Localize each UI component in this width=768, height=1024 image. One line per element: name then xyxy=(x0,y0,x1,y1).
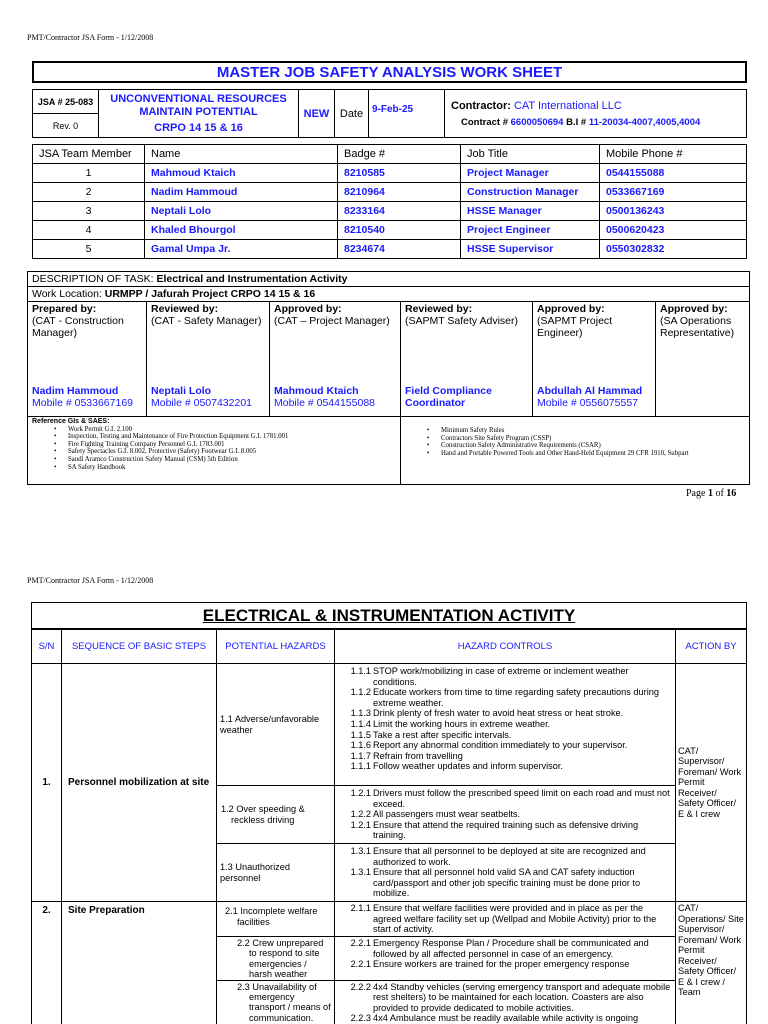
page-of: of xyxy=(715,488,724,499)
col-job-title: Job Title xyxy=(461,145,600,164)
signoff-name: Field Compliance xyxy=(405,385,492,397)
control-text: Ensure that all personnel hold valid SA and CAT safety induction card/passport and other job specific training must be done prior to mobilize. xyxy=(373,867,641,899)
control-text: 4x4 Ambulance must be readily available while activity is ongoing xyxy=(373,1013,639,1024)
col-name: Name xyxy=(145,145,338,164)
list-item: • SA Safety Handbook xyxy=(32,464,396,472)
control-num: 1.1.2 xyxy=(350,687,371,698)
control-num: 2.2.1 xyxy=(350,938,371,948)
col-controls: HAZARD CONTROLS xyxy=(335,630,676,664)
signoff-reviewed-cat xyxy=(147,302,270,417)
contractor-line xyxy=(451,100,746,112)
table-row xyxy=(32,902,747,937)
hazard-label: 2.3 Unavailability of emergency transport / means of communication. xyxy=(217,980,335,1024)
control-item xyxy=(337,751,673,762)
signoff-org: (SA Operations Representative) xyxy=(660,315,735,339)
project-line-3: CRPO 14 15 & 16 xyxy=(154,121,243,134)
signoff-role: Approved by: xyxy=(274,303,342,315)
signoff-org: (SAPMT Project Engineer) xyxy=(537,315,613,339)
team-badge: 8210540 xyxy=(338,221,461,240)
control-item xyxy=(337,1013,673,1024)
hazard-controls xyxy=(335,980,676,1024)
loc-label: Work Location: xyxy=(32,288,102,300)
col-badge: Badge # xyxy=(338,145,461,164)
control-num: 2.2.3 xyxy=(350,1013,371,1024)
hazard-controls xyxy=(335,937,676,981)
form-header-page2: PMT/Contractor JSA Form - 1/12/2008 xyxy=(27,576,154,585)
list-item: • Fire Fighting Training Company Personnel G.I. 1783.001 xyxy=(32,441,396,449)
list-item: • Contractors Site Safety Program (CSSP) xyxy=(405,435,745,443)
control-item xyxy=(337,867,673,899)
team-title: HSSE Manager xyxy=(461,202,600,221)
control-text: Educate workers from time to time regarding safety precautions during extreme weather. xyxy=(373,687,659,708)
team-table xyxy=(32,144,747,259)
control-num: 2.2.2 xyxy=(350,981,371,992)
date-value: 9-Feb-25 xyxy=(369,90,445,138)
control-num: 1.2.1 xyxy=(350,819,371,830)
control-text: All passengers must wear seatbelts. xyxy=(373,809,521,820)
control-num: 1.3.1 xyxy=(350,867,371,878)
references-left xyxy=(28,417,401,485)
signoff-prepared xyxy=(28,302,147,417)
control-item xyxy=(337,903,673,935)
control-item xyxy=(337,982,673,1014)
team-header-row xyxy=(33,145,747,164)
signoff-name: Neptali Lolo xyxy=(151,385,212,397)
control-item xyxy=(337,687,673,708)
team-name: Nadim Hammoud xyxy=(145,183,338,202)
signoff-approved-sapmt xyxy=(533,302,656,417)
control-text: Drink plenty of fresh water to avoid heat stress or heat stroke. xyxy=(373,708,624,719)
signoff-org: (CAT - Safety Manager) xyxy=(151,315,262,327)
control-text: Ensure that all personnel to be deployed at site are recognized and authorized to work. xyxy=(373,846,646,867)
table-row xyxy=(33,164,747,183)
step-name: Personnel mobilization at site xyxy=(62,664,217,902)
team-name: Neptali Lolo xyxy=(145,202,338,221)
signoff-role: Reviewed by: xyxy=(151,303,219,315)
signoff-name: Abdullah Al Hammad xyxy=(537,385,643,397)
signoff-mobile: Mobile # 0507432201 xyxy=(151,397,253,409)
control-num: 1.1.1 xyxy=(350,666,371,676)
team-title: Construction Manager xyxy=(461,183,600,202)
status-badge: NEW xyxy=(299,90,335,138)
hazard-label: 2.1 Incomplete welfare facilities xyxy=(217,902,335,937)
action-by: CAT/ Supervisor/ Foreman/ Work Permit Receiver/ Safety Officer/ E & I crew xyxy=(676,664,747,902)
hazard-table xyxy=(31,629,747,1024)
date-label: Date xyxy=(335,90,369,138)
team-phone: 0500620423 xyxy=(600,221,747,240)
team-title: Project Manager xyxy=(461,164,600,183)
control-num: 2.2.1 xyxy=(350,959,371,970)
action-by: CAT/ Operations/ Site Supervisor/ Foreman/ Work Permit Receiver/ Safety Officer/ E & I crew / Team xyxy=(676,902,747,1024)
control-text: Follow weather updates and inform supervisor. xyxy=(373,761,563,772)
team-num: 1 xyxy=(33,164,145,183)
signoff-role: Approved by: xyxy=(660,303,728,315)
signoff-org: (CAT - Construction Manager) xyxy=(32,315,124,339)
control-text: Ensure workers are trained for the proper emergency response xyxy=(373,959,630,970)
hazard-label: 1.2 Over speeding & reckless driving xyxy=(217,786,335,844)
signoff-mobile: Coordinator xyxy=(405,397,466,409)
project-line-1: UNCONVENTIONAL RESOURCES xyxy=(110,92,287,105)
table-row xyxy=(33,183,747,202)
col-team-member: JSA Team Member xyxy=(33,145,145,164)
control-text: Drivers must follow the prescribed speed limit on each road and must not exceed. xyxy=(373,788,670,809)
list-item: • Minimum Safety Rules xyxy=(405,427,745,435)
signoff-mobile: Mobile # 0544155088 xyxy=(274,397,376,409)
control-num: 1.1.1 xyxy=(350,761,371,772)
control-text: Ensure that welfare facilities were provided and in place as per the agreed welfare facility set up (Wellpad and Mobile Activity) prior to the start of activity. xyxy=(373,903,657,935)
bi-value: 11-20034-4007,4005,4004 xyxy=(588,116,701,128)
control-item xyxy=(337,938,673,959)
hazard-label: 1.1 Adverse/unfavorable weather xyxy=(217,664,335,786)
loc-value: URMPP / Jafurah Project CRPO 14 15 & 16 xyxy=(104,288,316,300)
signoff-approved-sa-ops xyxy=(656,302,750,417)
desc-value: Electrical and Instrumentation Activity xyxy=(156,273,348,285)
signoff-role: Approved by: xyxy=(537,303,605,315)
hazard-header-row xyxy=(32,630,747,664)
team-num: 2 xyxy=(33,183,145,202)
control-item xyxy=(337,708,673,719)
signoff-approved-cat xyxy=(270,302,401,417)
description-table xyxy=(27,271,750,485)
table-row xyxy=(33,240,747,259)
team-phone: 0550302832 xyxy=(600,240,747,259)
control-text: Ensure that attend the required training such as defensive driving training. xyxy=(373,819,639,841)
team-title: HSSE Supervisor xyxy=(461,240,600,259)
control-text: STOP work/mobilizing in case of extreme or inclement weather conditions. xyxy=(373,666,629,687)
control-item xyxy=(337,761,673,772)
team-num: 5 xyxy=(33,240,145,259)
hazard-controls xyxy=(335,902,676,937)
step-sn: 1. xyxy=(32,664,62,902)
control-text: Refrain from travelling xyxy=(373,750,463,761)
list-item: • Saudi Aramco Construction Safety Manual (CSM) 5th Edition xyxy=(32,456,396,464)
team-name: Khaled Bhourgol xyxy=(145,221,338,240)
jsa-header-table xyxy=(32,89,747,138)
control-num: 1.2.2 xyxy=(350,809,371,820)
list-item: • Inspection, Testing and Maintenance of Fire Protection Equipment G.I. 1781.001 xyxy=(32,433,396,441)
signoff-mobile: Mobile # 0533667169 xyxy=(32,397,134,409)
signoff-role: Prepared by: xyxy=(32,303,97,315)
control-num: 1.1.5 xyxy=(350,729,371,740)
desc-label: DESCRIPTION OF TASK: xyxy=(32,273,154,285)
list-item: • Hand and Portable Powered Tools and Other Hand-Held Equipment 29 CFR 1910, Subpart xyxy=(405,450,745,458)
control-text: 4x4 Standby vehicles (serving emergency transport and adequate mobile rest shelters) to be maintained for each location. Coasters are also provided to provide dedicated to mobile activities. xyxy=(373,981,671,1013)
team-badge: 8234674 xyxy=(338,240,461,259)
control-item xyxy=(337,959,673,970)
team-badge: 8210964 xyxy=(338,183,461,202)
control-num: 1.2.1 xyxy=(350,788,371,798)
project-line-2: MAINTAIN POTENTIAL xyxy=(139,105,258,118)
page-title: MASTER JOB SAFETY ANALYSIS WORK SHEET xyxy=(32,61,747,83)
contractor-value: CAT International LLC xyxy=(513,99,622,112)
hazard-controls xyxy=(335,844,676,902)
control-item xyxy=(337,809,673,820)
work-location xyxy=(28,287,750,302)
contractor-cell xyxy=(445,90,747,138)
contract-value: 6600050694 xyxy=(510,116,564,128)
contract-line xyxy=(451,117,746,128)
hazard-label: 2.2 Crew unprepared to respond to site emergencies / harsh weather xyxy=(217,937,335,981)
table-row xyxy=(33,202,747,221)
revision: Rev. 0 xyxy=(33,114,99,138)
step-name: Site Preparation xyxy=(62,902,217,1024)
team-badge: 8233164 xyxy=(338,202,461,221)
signoff-role: Reviewed by: xyxy=(405,303,473,315)
activity-title xyxy=(31,602,747,629)
control-item xyxy=(337,846,673,867)
page-label: Page xyxy=(686,488,706,499)
page-total: 16 xyxy=(726,488,737,499)
team-phone: 0500136243 xyxy=(600,202,747,221)
list-item: • Work Permit G.I. 2.100 xyxy=(32,426,396,434)
team-num: 4 xyxy=(33,221,145,240)
hazard-label: 1.3 Unauthorized personnel xyxy=(217,844,335,902)
team-badge: 8210585 xyxy=(338,164,461,183)
control-text: Emergency Response Plan / Procedure shall be communicated and followed by all affected personnel in case of an emergency. xyxy=(373,938,649,959)
references-right xyxy=(401,417,750,485)
step-sn: 2. xyxy=(32,902,62,1024)
control-item xyxy=(337,666,673,687)
hazard-controls xyxy=(335,786,676,844)
col-mobile: Mobile Phone # xyxy=(600,145,747,164)
jsa-number: JSA # 25-083 xyxy=(33,90,99,114)
contractor-label: Contractor: xyxy=(451,99,511,112)
control-text: Take a rest after specific intervals. xyxy=(373,729,512,740)
signoff-reviewed-sapmt xyxy=(401,302,533,417)
team-num: 3 xyxy=(33,202,145,221)
team-title: Project Engineer xyxy=(461,221,600,240)
table-row xyxy=(33,221,747,240)
control-text: Report any abnormal condition immediately to your supervisor. xyxy=(373,740,628,751)
control-item xyxy=(337,820,673,841)
control-num: 1.1.6 xyxy=(350,740,371,751)
signoff-org: (CAT – Project Manager) xyxy=(274,315,390,327)
control-item xyxy=(337,719,673,730)
list-item: • Safety Spectacles G.I. 8.002, Protective (Safety) Footwear G.I. 8.005 xyxy=(32,448,396,456)
signoff-mobile: Mobile # 0556075557 xyxy=(537,397,639,409)
control-num: 1.1.3 xyxy=(350,708,371,719)
team-name: Gamal Umpa Jr. xyxy=(145,240,338,259)
col-hazards: POTENTIAL HAZARDS xyxy=(217,630,335,664)
control-num: 1.1.4 xyxy=(350,718,371,729)
bi-label: B.I # xyxy=(566,116,587,128)
col-action-by: ACTION BY xyxy=(676,630,747,664)
page-current: 1 xyxy=(707,488,713,499)
control-item xyxy=(337,740,673,751)
references-title: Reference GIs & SAES: xyxy=(32,418,110,425)
control-num: 1.3.1 xyxy=(350,846,371,856)
task-description xyxy=(28,272,750,287)
project-name xyxy=(99,90,299,138)
col-sn: S/N xyxy=(32,630,62,664)
control-text: Limit the working hours in extreme weather. xyxy=(373,718,551,729)
hazard-controls xyxy=(335,664,676,786)
col-steps: SEQUENCE OF BASIC STEPS xyxy=(62,630,217,664)
team-name: Mahmoud Ktaich xyxy=(145,164,338,183)
team-phone: 0544155088 xyxy=(600,164,747,183)
activity-title-text: ELECTRICAL & INSTRUMENTATION ACTIVITY xyxy=(202,606,576,625)
signoff-name: Mahmoud Ktaich xyxy=(274,385,359,397)
signoff-name: Nadim Hammoud xyxy=(32,385,119,397)
team-phone: 0533667169 xyxy=(600,183,747,202)
control-num: 2.1.1 xyxy=(350,903,371,913)
control-item xyxy=(337,788,673,809)
form-header: PMT/Contractor JSA Form - 1/12/2008 xyxy=(27,33,154,42)
page-number xyxy=(686,488,736,499)
signoff-org: (SAPMT Safety Adviser) xyxy=(405,315,519,327)
contract-label: Contract # xyxy=(461,116,508,128)
table-row xyxy=(32,664,747,786)
control-num: 1.1.7 xyxy=(350,750,371,761)
control-item xyxy=(337,730,673,741)
list-item: • Construction Safety Administrative Requirements (CSAR) xyxy=(405,442,745,450)
